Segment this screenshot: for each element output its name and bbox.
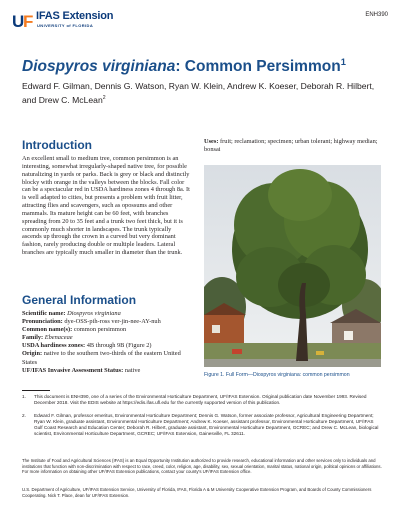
page-header: [12, 10, 388, 34]
footnote-number: 2.: [22, 413, 26, 418]
title-scientific-name: Diospyros virginiana: [22, 58, 176, 76]
cooperative-extension-statement: U.S. Department of Agriculture, UF/IFAS Extension Service, University of Florida, IFAS, Florida A & M University Cooperative Extension Program, and Boards of County Commissioners Cooperating. Nick T. Place, dean for UF/IFAS Extension.: [22, 487, 372, 498]
logo-subtitle: UNIVERSITY of FLORIDA: [37, 23, 94, 28]
authors-names: Edward F. Gilman, Dennis G. Watson, Ryan W. Klein, Andrew K. Koeser, Deborah R. Hilbert, and Drew C. McLean: [22, 81, 375, 105]
uses: [204, 138, 382, 154]
svg-text:F: F: [23, 12, 34, 31]
info-origin: Origin: native to the southern two-thirds of the eastern United States: [22, 350, 181, 366]
footnote-text: This document is ENH390, one of a series of the Environmental Horticulture Department, UF/IFAS Extension. Original publication date November 1993. Revised December 2018. Visit the EDIS website at https://edis.ifas.ufl.edu for the currently supported version of this publication.: [34, 394, 367, 405]
logo-title: IFAS Extension: [36, 10, 114, 22]
introduction-body: An excellent small to medium tree, common persimmon is an interesting, somewhat irregularly-shaped native tree, for possible naturalizing in yards or parks. Back is grey or black and distinctly blocky with orange in the valleys between the blocks. Fall color can be a spectacular red in USDA hardiness zones 4 through 8a. It is well adapted to cities, but presents a problem with fruit litter, attracting flies and scavengers, such as opossums and other mammals. Its mature height can be 60 feet, with branches spreading from 20 to 35 feet and a trunk two feet thick, but it is commonly much shorter in landscapes. The trunk typically ascends up through the crown in a curved but very dominant fashion, rarely producing double or multiple leaders. Lateral branches are typically much smaller in diameter than the trunk.: [22, 155, 190, 257]
info-family: Family: Ebenaceae: [22, 334, 73, 342]
info-invasive-status: UF/IFAS Invasive Assessment Status: native: [22, 366, 141, 374]
general-information-list: [22, 310, 192, 375]
info-pronunciation: Pronunciation: dye-OSS-pih-ross ver-jin-nee-AY-nuh: [22, 318, 161, 326]
authors: [22, 80, 382, 106]
uses-value: fruit; reclamation; specimen; urban tolerant; highway median; bonsai: [204, 138, 378, 153]
info-common-name: Common name(s): common persimmon: [22, 326, 127, 334]
persimmon-tree-photo: [204, 165, 381, 367]
info-hardiness-zones: USDA hardiness zones: 4B through 9B (Figure 2): [22, 342, 152, 350]
uses-label: Uses:: [204, 138, 219, 145]
footnote-2: [22, 413, 382, 437]
uf-logo-icon: [12, 11, 34, 31]
page-title: [22, 57, 382, 76]
general-information-heading: General Information: [22, 293, 137, 307]
title-footnote-ref: 1: [340, 57, 346, 67]
equal-opportunity-statement: The Institute of Food and Agricultural Sciences (IFAS) is an Equal Opportunity Institution authorized to provide research, educational information and other services only to individuals and institutions that function with non-discrimination with respect to race, creed, color, religion, age, disability, sex, sexual orientation, marital status, national origin, political opinions or affiliations. For more information on obtaining other UF/IFAS Extension publications, contact your county's UF/IFAS Extension office.: [22, 458, 382, 475]
footnote-text: Edward F. Gilman, professor emeritus, Environmental Horticulture Department; Dennis G. Watson, former associate professor, Agricultural Engineering Department; Ryan W. Klein, graduate assistant, Environmental Horticulture Department; Andrew K. Koeser, assistant professor, Environmental Horticulture Department, UF/IFAS Gulf Coast Research and Education Center; Deborah R. Hilbert, graduate assistant, Environmental Horticulture Department, GCREC; and Drew C. McLean, biological scientist, Environmental Horticulture Department, GCREC; UF/IFAS Extension, Gainesville, FL 32611.: [34, 413, 379, 436]
footnote-1: [22, 394, 382, 406]
document-id: ENH390: [365, 12, 388, 18]
figure-caption: Figure 1. Full Form—Diospyros virginiana: common persimmon: [204, 372, 350, 378]
info-scientific-name: Scientific name: Diospyros virginiana: [22, 310, 121, 317]
introduction-heading: Introduction: [22, 138, 92, 152]
footnote-divider: [22, 390, 50, 391]
footnote-number: 1.: [22, 394, 26, 399]
authors-footnote-ref: 2: [102, 95, 106, 101]
title-common-name: : Common Persimmon: [175, 58, 341, 76]
svg-text:U: U: [12, 12, 25, 31]
